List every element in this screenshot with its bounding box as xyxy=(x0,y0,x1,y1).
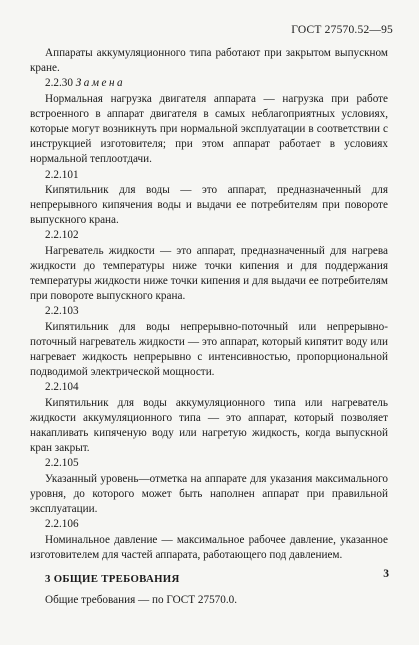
paragraph-flow-boiler: Кипятильник для воды непрерывно-поточный или непрерывно-поточный нагреватель жидкости — это аппарат, который кипятит воду или нагревает жидкость непрерывно с интенсивностью, пропорциональной подводимой электрической мощности. xyxy=(30,320,388,379)
clause-2-2-104: 2.2.104 xyxy=(45,381,79,394)
paragraph-storage-boiler: Кипятильник для воды аккумуляционного типа или нагреватель жидкости аккумуляционного типа — это аппарат, который позволяет накапливать кипяченую воду или нагретую жидкость, когда выпускной кран закрыт. xyxy=(30,396,388,455)
paragraph-indicated-level: Указанный уровень—отметка на аппарате для указания максимального уровня, до которого может быть наполнен аппарат при правильной эксплуатации. xyxy=(30,472,388,516)
clause-2-2-105: 2.2.105 xyxy=(45,457,79,470)
paragraph-rated-pressure: Номинальное давление — максимальное рабочее давление, указанное изготовителем для частей аппарата, работающего под давлением. xyxy=(30,533,388,561)
paragraph-normal-load: Нормальная нагрузка двигателя аппарата — нагрузка при работе встроенного в аппарат двигателя в самых неблагоприятных условиях, которые могут возникнуть при нормальной эксплуатации в соответствии с инструкцией изготовителя; при этом аппарат работает в условиях нормальной теплоотдачи. xyxy=(30,92,388,166)
page-number: 3 xyxy=(383,568,389,580)
clause-2-2-103: 2.2.103 xyxy=(45,305,79,318)
clause-2-2-101: 2.2.101 xyxy=(45,168,79,181)
paragraph-water-boiler: Кипятильник для воды — это аппарат, предназначенный для непрерывного кипячения воды и выдачи ее потребителям при повороте выпускного крана. xyxy=(30,183,388,227)
document-body xyxy=(30,46,388,608)
spacer xyxy=(30,563,388,572)
clause-replacement-label: Замена xyxy=(75,77,126,90)
clause-2-2-102: 2.2.102 xyxy=(45,229,79,242)
clause-number: 2.2.30 xyxy=(45,77,73,90)
clause-2-2-30 xyxy=(30,76,388,91)
section-title: 3 ОБЩИЕ ТРЕБОВАНИЯ xyxy=(45,572,180,585)
standard-header: ГОСТ 27570.52—95 xyxy=(291,24,393,36)
paragraph-general-requirements: Общие требования — по ГОСТ 27570.0. xyxy=(45,594,238,607)
paragraph-storage-type: Аппараты аккумуляционного типа работают при закрытом выпускном кране. xyxy=(30,47,388,75)
paragraph-liquid-heater: Нагреватель жидкости — это аппарат, предназначенный для нагрева жидкости до температуры ниже точки кипения и для поддержания температуры жидкости ниже точки кипения и для выдачи ее потребителям при повороте выпускного крана. xyxy=(30,244,388,303)
clause-2-2-106: 2.2.106 xyxy=(45,518,79,531)
